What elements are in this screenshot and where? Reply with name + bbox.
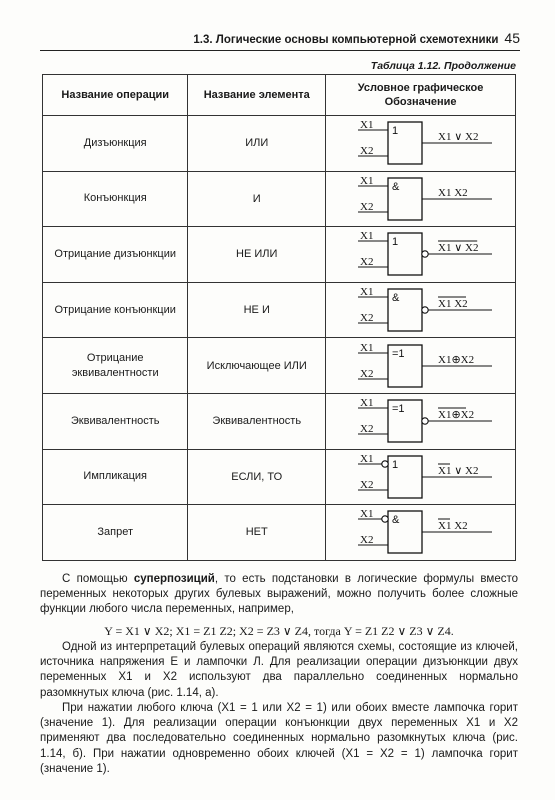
output-expression: X1 X2	[437, 298, 468, 311]
input-label-x1: X1	[359, 230, 373, 243]
operation-name: Дизъюнкция	[43, 116, 188, 172]
logic-gate-icon	[346, 174, 496, 224]
gate-function-symbol: &	[391, 292, 399, 305]
gate-symbol-cell	[326, 282, 516, 338]
input-label-x1: X1	[359, 119, 373, 132]
table-row	[43, 393, 516, 449]
element-name: Эквивалентность	[188, 393, 326, 449]
element-name: И	[188, 171, 326, 227]
gate-function-symbol: 1	[391, 125, 398, 138]
gate-symbol-cell	[326, 338, 516, 394]
inversion-bubble	[421, 307, 427, 313]
input-label-x2: X2	[359, 367, 373, 380]
gate-symbol-cell	[326, 505, 516, 561]
p3-text: При нажатии любого ключа (X1 = 1 или X2 = 1) или обоих вместе лампочка горит (значение 1). Для реализации операции конъюнкции двух переменных X1 и X2 применяют два последовательно соединенных нормально разомкнутых ключа (рис. 1.14, б). При нажатии одновременно обоих ключей (X1 = X2 = 1) лампочка горит (значение 1).	[40, 702, 518, 775]
element-name: ИЛИ	[188, 116, 326, 172]
table-row	[43, 116, 516, 172]
gate-symbol-cell	[326, 171, 516, 227]
operation-name: Конъюнкция	[43, 171, 188, 227]
inversion-bubble	[381, 461, 387, 467]
table-row	[43, 171, 516, 227]
gate-symbol-cell	[326, 449, 516, 505]
logic-gate-icon	[346, 452, 496, 502]
logic-gate-icon	[346, 396, 496, 446]
input-label-x2: X2	[359, 534, 373, 547]
operation-name: Запрет	[43, 505, 188, 561]
output-expression: X1⊕X2	[437, 409, 474, 422]
section-title: 1.3. Логические основы компьютерной схемотехники	[193, 34, 499, 46]
inversion-bubble	[421, 251, 427, 257]
paragraph-keys	[40, 701, 518, 777]
input-label-x2: X2	[359, 423, 373, 436]
element-name: НЕТ	[188, 505, 326, 561]
element-name: Исключающее ИЛИ	[188, 338, 326, 394]
output-expression: X1 X2	[437, 520, 468, 533]
output-expression: X1⊕X2	[437, 353, 474, 366]
gate-function-symbol: &	[391, 180, 399, 193]
output-expression: X1 ∨ X2	[437, 131, 478, 144]
operation-name: Импликация	[43, 449, 188, 505]
formula-line: Y = X1 ∨ X2; X1 = Z1 Z2; X2 = Z3 ∨ Z4, тогда Y = Z1 Z2 ∨ Z3 ∨ Z4.	[104, 624, 454, 638]
operation-name: Эквивалентность	[43, 393, 188, 449]
table-row	[43, 505, 516, 561]
logic-gate-icon	[346, 507, 496, 557]
input-label-x1: X1	[359, 286, 373, 299]
paragraph-interpretation	[40, 640, 518, 701]
p1-start: С помощью	[62, 573, 134, 585]
running-head	[40, 30, 520, 51]
output-expression: X1 ∨ X2	[437, 242, 478, 255]
gate-symbol-cell	[326, 393, 516, 449]
input-label-x1: X1	[359, 508, 373, 521]
gate-function-symbol: 1	[391, 458, 398, 471]
input-label-x1: X1	[359, 452, 373, 465]
table-row	[43, 227, 516, 283]
element-name: НЕ ИЛИ	[188, 227, 326, 283]
logic-gate-icon	[346, 229, 496, 279]
logic-gate-icon	[346, 118, 496, 168]
input-label-x1: X1	[359, 341, 373, 354]
table-header-row	[43, 75, 516, 116]
logic-gate-icon	[346, 285, 496, 335]
gate-symbol-cell	[326, 116, 516, 172]
gate-function-symbol: =1	[391, 403, 405, 416]
operation-name: Отрицание конъюнкции	[43, 282, 188, 338]
logic-gate-icon	[346, 341, 496, 391]
p2-text: Одной из интерпретаций булевых операций являются схемы, состоящие из ключей, источника напряжения E и лампочки Л. Для реализации операции дизъюнкции двух переменных X1 и X2 используют два параллельно соединенных нормально разомкнутых ключа (рис. 1.14, а).	[40, 641, 518, 699]
column-header-symbol: Условное графическое Обозначение	[326, 75, 516, 116]
output-expression: X1 ∨ X2	[437, 464, 478, 477]
element-name: ЕСЛИ, ТО	[188, 449, 326, 505]
operation-name: Отрицание эквивалентности	[43, 338, 188, 394]
input-label-x2: X2	[359, 200, 373, 213]
table-row	[43, 338, 516, 394]
input-label-x2: X2	[359, 145, 373, 158]
gate-symbol-cell	[326, 227, 516, 283]
table-row	[43, 449, 516, 505]
paragraph-superposition	[40, 572, 518, 618]
column-header-element: Название элемента	[188, 75, 326, 116]
table-row	[43, 282, 516, 338]
input-label-x1: X1	[359, 397, 373, 410]
inversion-bubble	[381, 516, 387, 522]
output-expression: X1 X2	[437, 186, 468, 199]
input-label-x2: X2	[359, 256, 373, 269]
input-label-x2: X2	[359, 312, 373, 325]
input-label-x1: X1	[359, 174, 373, 187]
operation-name: Отрицание дизъюнкции	[43, 227, 188, 283]
p1-end: , то есть подстановки в логические формулы вместо переменных некоторых других булевых выражений, можно получить более сложные функции любого числа переменных, например,	[40, 573, 518, 616]
input-label-x2: X2	[359, 478, 373, 491]
page-number: 45	[504, 30, 520, 46]
inversion-bubble	[421, 418, 427, 424]
element-name: НЕ И	[188, 282, 326, 338]
gate-function-symbol: &	[391, 514, 399, 527]
term-superposition: суперпозиций	[133, 573, 215, 585]
logic-operations-table	[42, 74, 516, 561]
column-header-operation: Название операции	[43, 75, 188, 116]
gate-function-symbol: =1	[391, 347, 405, 360]
table-caption: Таблица 1.12. Продолжение	[370, 60, 516, 72]
gate-function-symbol: 1	[391, 236, 398, 249]
